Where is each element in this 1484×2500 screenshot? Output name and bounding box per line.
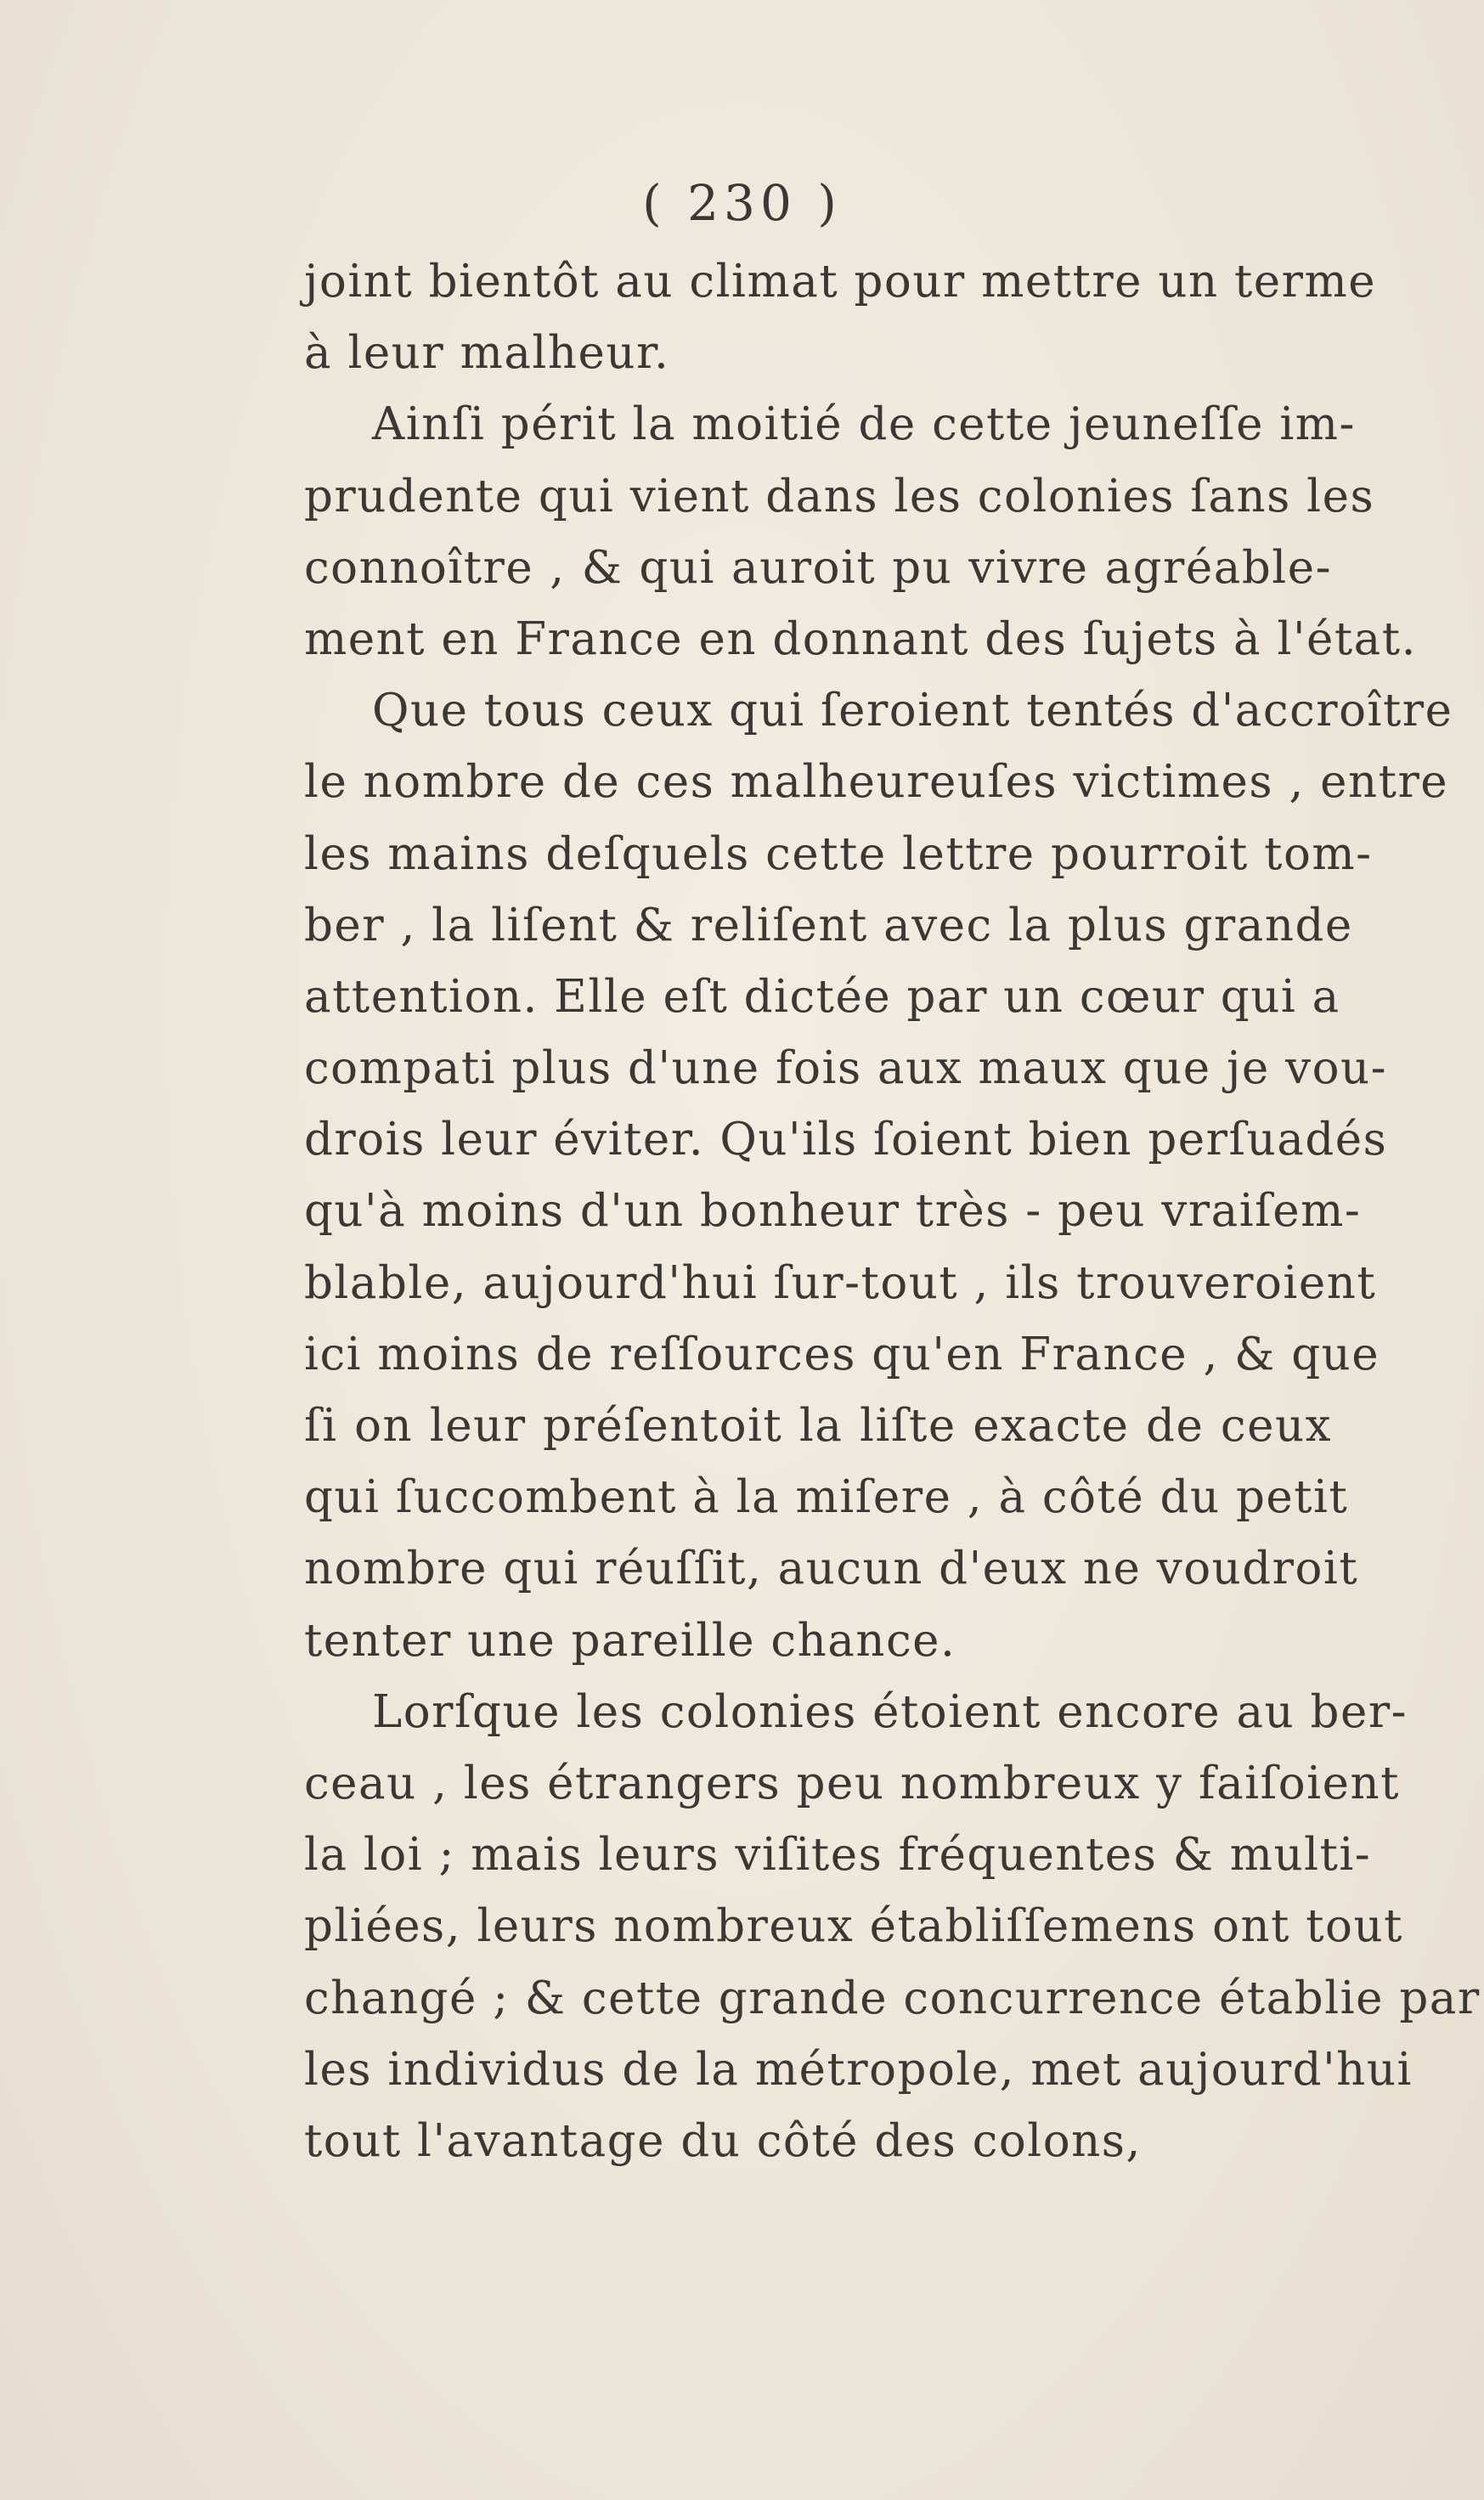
text-line: qu'à moins d'un bonheur très - peu vraiſem- [304, 1185, 1362, 1238]
text-line: connoître , & qui auroit pu vivre agréable- [304, 541, 1332, 594]
text-line: qui ſuccombent à la miſere , à côté du petit [304, 1471, 1349, 1524]
page-number: ( 230 ) [642, 174, 842, 232]
text-line: ſi on leur préſentoit la liſte exacte de ceux [304, 1400, 1332, 1452]
text-line: compati plus d'une fois aux maux que je vou- [304, 1042, 1388, 1095]
text-line: Ainſi périt la moitié de cette jeuneſſe im- [372, 398, 1356, 451]
text-line: le nombre de ces malheureuſes victimes , entre [304, 756, 1449, 809]
text-line: changé ; & cette grande concurrence établie par [304, 1972, 1481, 2024]
text-line: tout l'avantage du côté des colons, [304, 2114, 1142, 2167]
text-line: drois leur éviter. Qu'ils ſoient bien perſuadés [304, 1114, 1388, 1166]
body-text [304, 246, 1481, 2177]
text-line: pliées, leurs nombreux établiſſemens ont tout [304, 1900, 1403, 1953]
text-line: ber , la liſent & reliſent avec la plus grande [304, 899, 1353, 951]
text-line: ceau , les étrangers peu nombreux y faiſoient [304, 1757, 1400, 1809]
text-line: les individus de la métropole, met aujourd'hui [304, 2043, 1413, 2096]
text-line: la loi ; mais leurs viſites fréquentes & multi- [304, 1829, 1372, 1882]
text-line: tenter une pareille chance. [304, 1614, 956, 1667]
text-line: Lorſque les colonies étoient encore au ber- [372, 1685, 1408, 1738]
text-line: ici moins de reſſources qu'en France , & que [304, 1328, 1380, 1380]
text-line: joint bientôt au climat pour mettre un terme [304, 256, 1377, 308]
text-line: les mains deſquels cette lettre pourroit tom- [304, 827, 1373, 880]
text-line: Que tous ceux qui ſeroient tentés d'accroître [372, 685, 1453, 737]
text-line: à leur malheur. [304, 327, 670, 380]
text-line: blable, aujourd'hui ſur-tout , ils trouveroient [304, 1256, 1377, 1309]
text-line: nombre qui réuſſit, aucun d'eux ne voudroit [304, 1543, 1359, 1595]
text-line: ment en France en donnant des ſujets à l'état. [304, 612, 1417, 665]
text-line: attention. Elle eſt dictée par un cœur qui a [304, 970, 1340, 1023]
text-line: prudente qui vient dans les colonies ſans les [304, 470, 1375, 522]
